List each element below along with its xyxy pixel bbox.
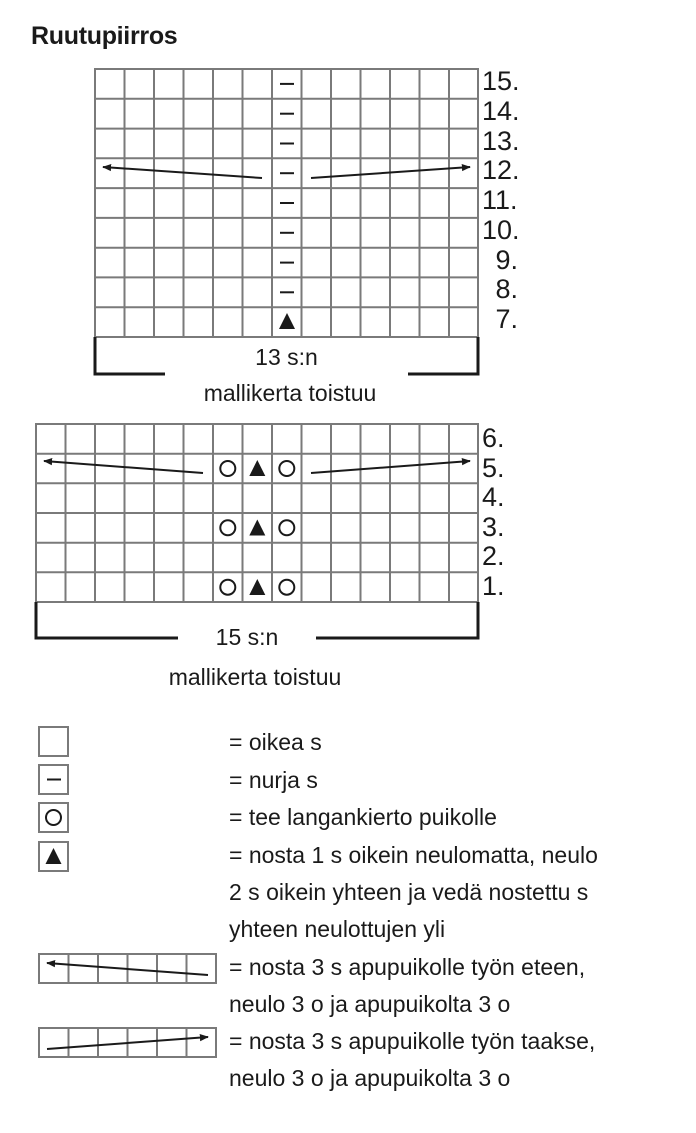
row-label: 8. [495,274,518,304]
page-title: Ruutupiirros [31,22,178,50]
chart2-stitch-count: 15 s:n [215,624,279,650]
row-label: 1. [482,571,505,601]
yarn-over-symbol [220,461,235,476]
legend-decrease-line-3: yhteen neulottujen yli [229,916,446,942]
legend-knit-text: = oikea s [229,729,322,755]
row-label: 13. [482,126,520,156]
row-label: 3. [482,512,505,542]
chart2-grid [36,424,478,602]
row-label: 6. [482,423,505,453]
row-label: 14. [482,96,520,126]
chart1-repeat-label: mallikerta toistuu [203,380,377,406]
legend-decrease-icon [46,848,62,864]
legend-cable-back-line-1: = nosta 3 s apupuikolle työn taakse, [229,1028,596,1054]
chart2-decreases [249,460,265,595]
legend-yo-icon [46,810,61,825]
decrease-symbol [249,520,265,536]
legend-decrease-line-2: 2 s oikein yhteen ja vedä nostettu s [229,879,589,905]
yarn-over-symbol [220,580,235,595]
row-label: 11. [482,185,518,215]
decrease-symbol [279,313,295,329]
yarn-over-symbol [279,520,294,535]
legend-yo-text: = tee langankierto puikolle [229,804,497,830]
yarn-over-symbol [220,520,235,535]
row-label: 12. [482,155,520,185]
legend-purl-text: = nurja s [229,767,318,793]
legend-cable-front-line-1: = nosta 3 s apupuikolle työn eteen, [229,954,586,980]
row-label: 2. [482,541,505,571]
decrease-symbol [249,579,265,595]
row-label: 5. [482,453,505,483]
legend-knit-box [39,727,68,756]
yarn-over-symbol [279,580,294,595]
chart2-repeat-label: mallikerta toistuu [168,664,342,690]
decrease-symbol [249,460,265,476]
row-label: 4. [482,482,505,512]
row-label: 10. [482,215,520,245]
row-label: 15. [482,66,520,96]
row-label: 9. [495,245,518,275]
legend-yo-box [39,803,68,832]
legend-decrease-line-1: = nosta 1 s oikein neulomatta, neulo [229,842,598,868]
legend-cable-back-line-2: neulo 3 o ja apupuikolta 3 o [229,1065,511,1091]
yarn-over-symbol [279,461,294,476]
legend-symbols [39,727,216,1057]
chart1-stitch-count: 13 s:n [255,344,318,370]
row-label: 7. [495,304,518,334]
legend-cable-front-line-2: neulo 3 o ja apupuikolta 3 o [229,991,511,1017]
